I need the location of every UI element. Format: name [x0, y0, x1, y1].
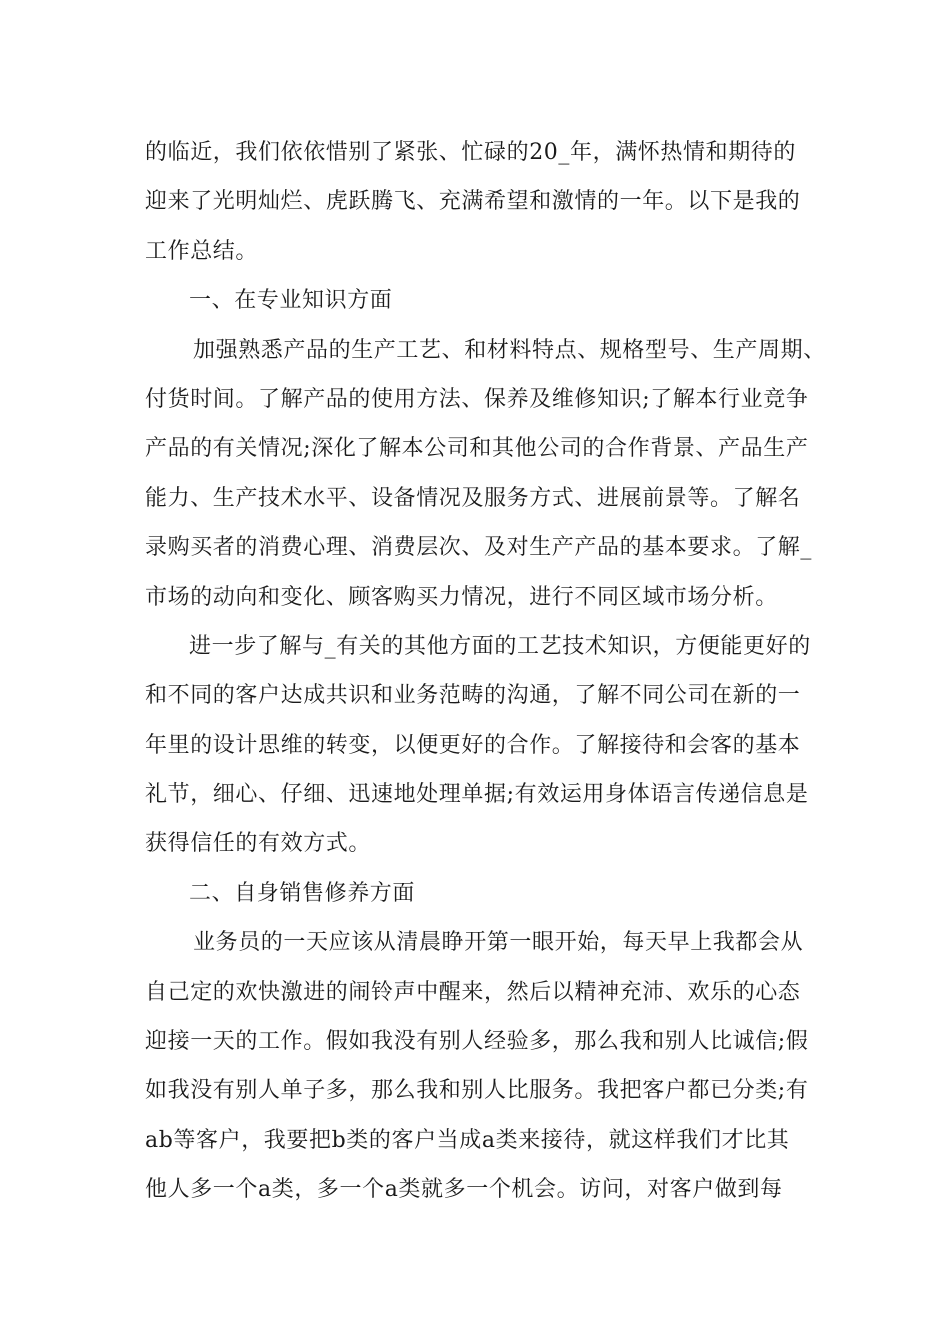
text-line: 自己定的欢快激进的闹铃声中醒来，然后以精神充沛、欢乐的心态 — [145, 979, 801, 1005]
text-line: 录购买者的消费心理、消费层次、及对生产产品的基本要求。了解_ — [145, 535, 813, 561]
text-line: 的临近，我们依依惜别了紧张、忙碌的20_年，满怀热情和期待的 — [145, 140, 796, 165]
text-line: 如我没有别人单子多，那么我和别人比服务。我把客户都已分类;有 — [145, 1078, 809, 1104]
text-line: 工作总结。 — [145, 238, 259, 264]
text-line: 年里的设计思维的转变，以便更好的合作。了解接待和会客的基本 — [145, 732, 801, 758]
text-line: 能力、生产技术水平、设备情况及服务方式、进展前景等。了解名 — [145, 485, 801, 511]
text-line: 市场的动向和变化、顾客购买力情况，进行不同区域市场分析。 — [145, 584, 778, 610]
text-line: 加强熟悉产品的生产工艺、和材料特点、规格型号、生产周期、 — [193, 337, 826, 363]
text-line: 产品的有关情况;深化了解本公司和其他公司的合作背景、产品生产 — [145, 436, 809, 462]
text-line: 迎来了光明灿烂、虎跃腾飞、充满希望和激情的一年。以下是我的 — [145, 189, 801, 215]
text-line: 礼节，细心、仔细、迅速地处理单据;有效运用身体语言传递信息是 — [145, 782, 809, 808]
section-heading: 二、自身销售修养方面 — [189, 880, 416, 906]
text-line: 和不同的客户达成共识和业务范畴的沟通，了解不同公司在新的一 — [145, 683, 801, 709]
text-line: 迎接一天的工作。假如我没有别人经验多，那么我和别人比诚信;假 — [145, 1029, 809, 1055]
text-line: ab等客户，我要把b类的客户当成a类来接待，就这样我们才比其 — [145, 1127, 790, 1153]
text-line: 业务员的一天应该从清晨睁开第一眼开始，每天早上我都会从 — [193, 930, 804, 956]
text-line: 付货时间。了解产品的使用方法、保养及维修知识;了解本行业竞争 — [145, 386, 809, 412]
section-heading: 一、在专业知识方面 — [189, 288, 393, 314]
text-line: 进一步了解与_有关的其他方面的工艺技术知识，方便能更好的 — [189, 633, 811, 659]
text-line: 获得信任的有效方式。 — [145, 831, 372, 857]
document-body — [145, 128, 826, 1215]
text-line: 他人多一个a类，多一个a类就多一个机会。访问，对客户做到每 — [145, 1177, 783, 1203]
